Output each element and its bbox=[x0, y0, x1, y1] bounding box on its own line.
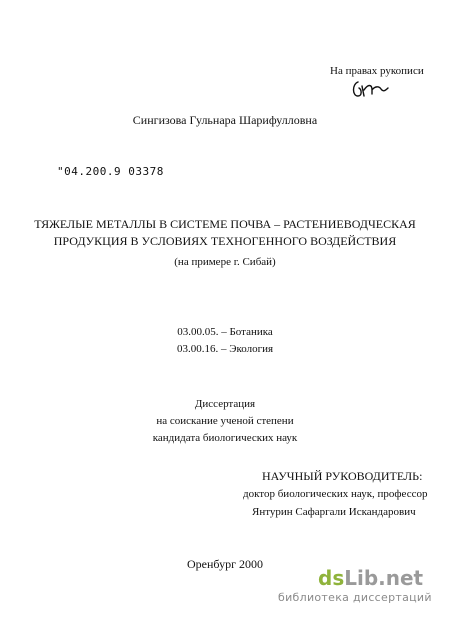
specialty-1: 03.00.05. – Ботаника bbox=[177, 326, 273, 338]
specialty-2: 03.00.16. – Экология bbox=[176, 343, 274, 355]
supervisor-label: НАУЧНЫЙ РУКОВОДИТЕЛЬ: bbox=[262, 469, 423, 483]
supervisor-name: Янтурин Сафаргали Искандарович bbox=[252, 506, 416, 518]
handwritten-signature bbox=[350, 76, 390, 102]
supervisor-title: доктор биологических наук, профессор bbox=[243, 488, 428, 500]
rights-label: На правах рукописи bbox=[330, 65, 424, 77]
author-name: Сингизова Гульнара Шарифулловна bbox=[132, 113, 318, 127]
inventory-number: "04.200.9 03378 bbox=[57, 165, 164, 178]
city-year: Оренбург 2000 bbox=[187, 557, 263, 571]
watermark-logo bbox=[318, 566, 423, 590]
title-line-1: ТЯЖЕЛЫЕ МЕТАЛЛЫ В СИСТЕМЕ ПОЧВА – РАСТЕНИЕВОДЧЕСКАЯ bbox=[34, 217, 416, 231]
dissertation-line-2: на соискание ученой степени bbox=[156, 415, 294, 427]
dissertation-line-1: Диссертация bbox=[194, 398, 256, 410]
title-subtitle: (на примере г. Сибай) bbox=[174, 256, 276, 268]
watermark-logo-part2: Lib.net bbox=[344, 566, 424, 590]
dissertation-line-3: кандидата биологических наук bbox=[152, 432, 298, 444]
watermark-tagline: библиотека диссертаций bbox=[278, 591, 432, 604]
watermark-logo-part1: ds bbox=[318, 566, 345, 590]
title-line-2: ПРОДУКЦИЯ В УСЛОВИЯХ ТЕХНОГЕННОГО ВОЗДЕЙСТВИЯ bbox=[53, 234, 397, 248]
